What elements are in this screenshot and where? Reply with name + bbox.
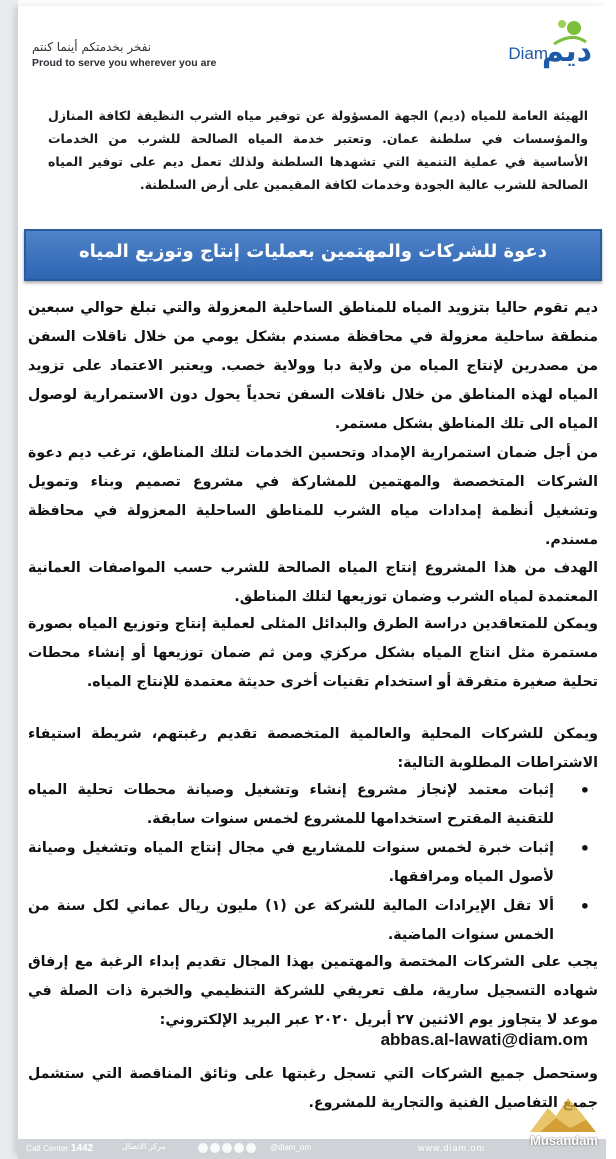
musandam-watermark-icon (526, 1088, 600, 1134)
twitter-icon[interactable] (222, 1143, 232, 1153)
linkedin-icon[interactable] (246, 1143, 256, 1153)
title-banner (24, 229, 602, 281)
paragraph-submission: يجب على الشركات المختصة والمهتمين بهذا المجال تقديم إبداء الرغبة مع إرفاق شهاده التسجيل سارية، ملف تعريفي للشركة التنظيمي والخبرة ذات الصلة في موعد لا يتجاوز يوم الاثنين ٢٧ أبريل ٢٠٢٠ عبر البريد الإلكتروني: (28, 954, 598, 1028)
paragraph-eligibility: ويمكن للشركات المحلية والعالمية المتخصصة تقديم رغبتهم، شريطة استيفاء الاشتراطات المطلوبة التالية: (28, 726, 598, 771)
paragraph-alternatives: ويمكن للمتعاقدين دراسة الطرق والبدائل المثلى لعملية إنتاج وتوزيع المياه بصورة مستمرة مثل انتاج المياه بشكل مركزي ومن ثم ضمان توزيعها أو إنشاء محطات تحلية صغيرة متفرقة أو استخدام تقنيات أخرى حديثة معتمدة للإنتاج المياه. (28, 616, 598, 690)
social-icons (198, 1143, 256, 1153)
requirement-text: إثبات معتمد لإنجاز مشروع إنشاء وتشغيل وصيانة محطات تحلية المياه للتقنية المقترح استخدامها للمشروع لخمس سنوات سابقة. (28, 782, 554, 827)
requirements-list (28, 776, 598, 950)
advertisement-sheet (18, 6, 606, 1156)
requirement-text: ألا تقل الإيرادات المالية للشركة عن (١) مليون ريال عماني لكل سنة من الخمس سنوات الماضية. (28, 898, 554, 943)
intro-paragraph: الهيئة العامة للمياه (ديم) الجهة المسؤولة عن توفير مياه الشرب النظيفة لكافة المنازل والمؤسسات في سلطنة عمان. وتعتبر خدمة المياه الصالحة للشرب من الخدمات الأساسية في عملية التنمية التي تشهدها السلطنة ولذلك تعمل ديم على توفير المياه الصالحة للشرب عالية الجودة وخدمات لكافة المقيمين على أرض السلطنة. (48, 108, 588, 192)
bullet-icon: • (579, 897, 590, 916)
footer-bar (18, 1139, 606, 1159)
tagline-arabic: نفخر بخدمتكم أينما كنتم (32, 40, 152, 54)
logo-text-arabic: ديم (541, 34, 592, 69)
social-handle: @diam_om (270, 1143, 312, 1152)
page-edge (0, 0, 18, 1159)
list-item (28, 776, 598, 834)
instagram-icon[interactable] (210, 1143, 220, 1153)
list-item (28, 892, 598, 950)
call-center-label-arabic: مركز الاتصال (122, 1142, 166, 1151)
tagline-english: Proud to serve you wherever you are (32, 57, 217, 69)
call-center-label: Call Center (26, 1143, 69, 1153)
watermark-text: Musandam (530, 1133, 598, 1148)
bullet-icon: • (579, 781, 590, 800)
website-link[interactable]: www.diam.om (418, 1143, 486, 1153)
youtube-icon[interactable] (234, 1143, 244, 1153)
page-title: دعوة للشركات والمهتمين بعمليات إنتاج وتوزيع المياه (79, 241, 547, 262)
paragraph-tender-documents: وستحصل جميع الشركات التي تسجل رغبتها على وثائق المناقصة التي ستشمل جميع التفاصيل الفنية والتجارية للمشروع. (28, 1066, 598, 1111)
paragraph-goal: الهدف من هذا المشروع إنتاج المياه الصالحة للشرب حسب المواصفات العمانية المعتمدة لمياه الشرب وضمان توزيعها لتلك المناطق. (28, 560, 598, 605)
facebook-icon[interactable] (198, 1143, 208, 1153)
call-center-number: 1442 (70, 1143, 94, 1154)
paragraph-invitation: من أجل ضمان استمرارية الإمداد وتحسين الخدمات لتلك المناطق، ترغب ديم دعوة الشركات المتخصصة والمهتمين للمشاركة في مشروع تصميم وبناء وتمويل وتشغيل أنظمة إمدادات مياه الشرب للمناطق الساحلية المعزولة في محافظة مسندم. (28, 445, 598, 548)
bullet-icon: • (579, 839, 590, 858)
paragraph-current-supply: ديم تقوم حاليا بتزويد المياه للمناطق الساحلية المعزولة والتي تبلغ حوالي سبعين منطقة ساحلية معزولة في محافظة مسندم بشكل يومي من خلال ناقلات السفن من مصدرين لإنتاج المياه من ولاية دبا وولاية خصب. ويعتبر الاعتماد على تزويد المياه لهذه المناطق من خلال ناقلات السفن تحدياً يحول دون الاستمرارية لوصول المياه الى تلك المناطق بشكل مستمر. (28, 300, 598, 432)
contact-email-link[interactable]: abbas.al-lawati@diam.om (380, 1030, 588, 1049)
list-item (28, 834, 598, 892)
logo-text-english: Diam (508, 44, 548, 63)
requirement-text: إثبات خبرة لخمس سنوات للمشاريع في مجال إنتاج المياه وتشغيل وصيانة لأصول المياه ومرافقها. (28, 840, 554, 885)
call-center (26, 1143, 93, 1154)
